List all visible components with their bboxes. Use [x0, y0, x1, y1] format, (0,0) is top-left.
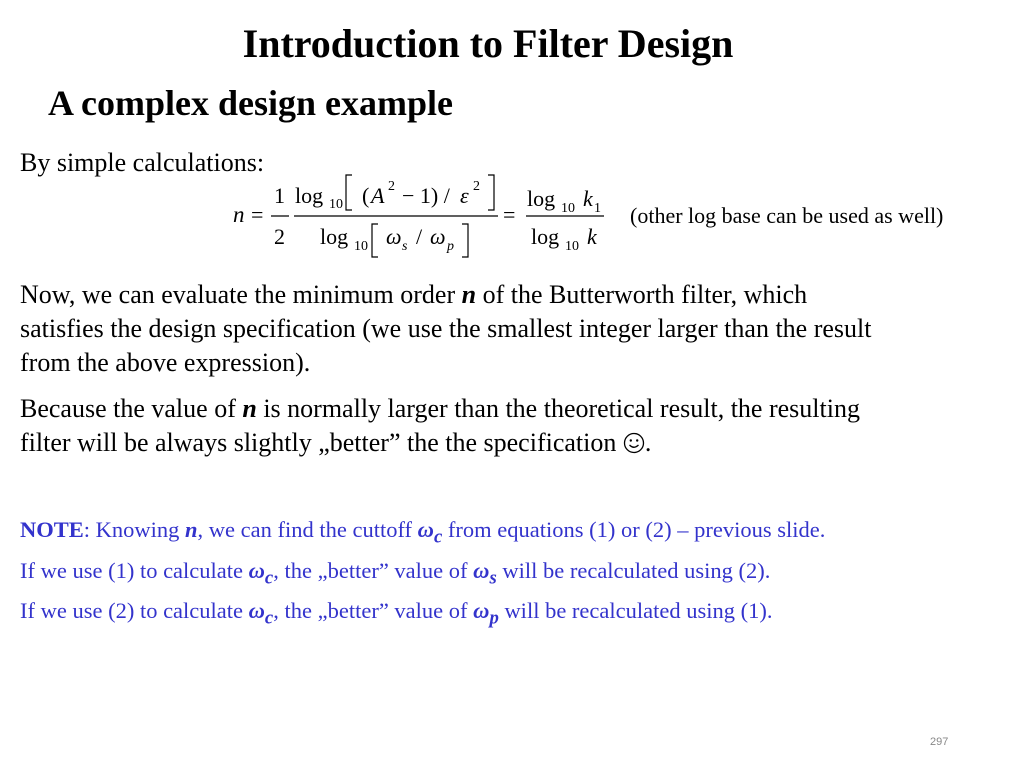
text-span: of the Butterworth filter, which [476, 280, 808, 309]
formula-eps-square: 2 [473, 179, 480, 194]
text-span: If we use (2) to calculate [20, 598, 249, 623]
formula-omega-s: ω [386, 224, 402, 249]
formula-num-log: log [295, 183, 324, 208]
butterworth-order-formula [0, 0, 1024, 270]
variable-n: n [461, 280, 477, 309]
text-span: will be recalculated using (2). [496, 558, 771, 583]
text-span: If we use (1) to calculate [20, 558, 249, 583]
formula-half-denominator: 2 [274, 224, 285, 249]
formula-omega-p: ω [430, 224, 446, 249]
subscript: c [264, 607, 274, 629]
text-span: Now, we can evaluate the minimum order [20, 280, 462, 309]
formula-A: A [371, 183, 385, 208]
text-span: , the „better” value of [273, 558, 474, 583]
formula-right-den-base: 10 [565, 239, 579, 254]
paragraph-minimum-order [20, 278, 1010, 380]
text-span: Because the value of [20, 394, 243, 423]
variable-n: n [185, 517, 198, 542]
omega-symbol: ω [473, 598, 490, 623]
paragraph-line [20, 426, 1010, 463]
paragraph-better-result [20, 392, 1010, 463]
smiley-icon [623, 429, 645, 463]
note-use-eq2 [20, 596, 1010, 634]
text-span: from equations (1) or (2) – previous slide. [442, 517, 826, 542]
formula-intro: By simple calculations: [20, 148, 265, 177]
formula-right-num-log: log [527, 186, 556, 211]
formula-sub-s: s [402, 239, 408, 254]
paragraph-line: satisfies the design specification (we use the smallest integer larger than the result [20, 314, 872, 343]
formula-num-bracket-right [488, 175, 494, 210]
text-span: will be recalculated using (1). [498, 598, 773, 623]
formula-num-bracket-left [346, 175, 352, 210]
text-span: , the „better” value of [273, 598, 474, 623]
formula-den-slash: / [416, 224, 423, 249]
variable-n: n [242, 394, 257, 423]
subscript: p [489, 607, 499, 629]
formula-equals-2: = [503, 202, 516, 227]
note-label: NOTE [20, 517, 84, 542]
paragraph-line: from the above expression). [20, 348, 311, 377]
text-span: filter will be always slightly „better” the the specification [20, 428, 623, 457]
text-span: . [644, 428, 652, 457]
omega-symbol: ω [417, 517, 434, 542]
formula-num-paren: ( [362, 183, 370, 208]
subscript: s [489, 567, 497, 589]
formula-right-den-log: log [531, 224, 560, 249]
formula-sub-p: p [447, 239, 454, 254]
formula-k: k [587, 224, 597, 249]
formula-den-log: log [320, 224, 349, 249]
omega-symbol: ω [473, 558, 490, 583]
formula-minus-one: − 1) / [402, 183, 450, 208]
slide-subtitle: A complex design example [48, 83, 453, 123]
formula-half-numerator: 1 [274, 183, 285, 208]
formula-epsilon: ε [460, 183, 469, 208]
note-cutoff [20, 515, 1010, 553]
text-span: : Knowing [83, 517, 186, 542]
formula-right-num-base: 10 [561, 201, 575, 216]
omega-symbol: ω [248, 558, 265, 583]
paragraph-line [20, 278, 1010, 312]
formula-n: n [233, 202, 245, 227]
formula-num-base: 10 [329, 197, 343, 212]
formula-den-bracket-left [372, 224, 378, 257]
subscript: c [433, 526, 443, 548]
text-span: , we can find the cuttoff [197, 517, 418, 542]
omega-symbol: ω [248, 598, 265, 623]
slide-title: Introduction to Filter Design [242, 21, 734, 66]
subscript: c [264, 567, 274, 589]
formula-k1-sub: 1 [594, 201, 601, 216]
formula-den-base: 10 [354, 239, 368, 254]
formula-k1: k [583, 186, 593, 211]
formula-den-bracket-right [462, 224, 468, 257]
page-number: 297 [930, 736, 949, 748]
formula-equals-1: = [251, 202, 264, 227]
text-span: is normally larger than the theoretical result, the resulting [256, 394, 860, 423]
formula-A-square: 2 [388, 179, 395, 194]
paragraph-line [20, 392, 1010, 426]
formula-comment: (other log base can be used as well) [630, 203, 944, 228]
note-use-eq1 [20, 556, 1010, 594]
